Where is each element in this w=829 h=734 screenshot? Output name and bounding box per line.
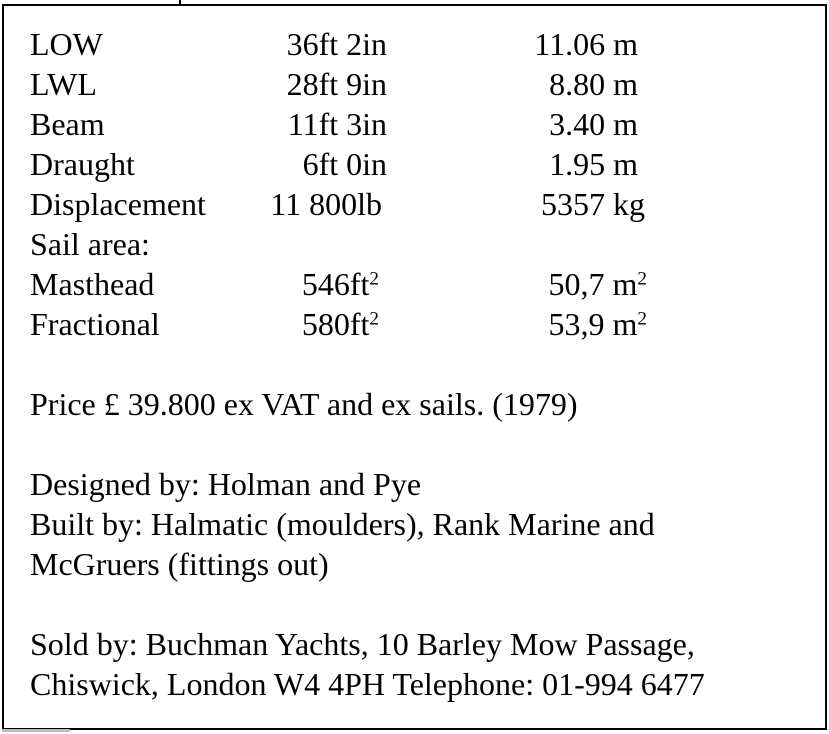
- spec-row-low: [4, 24, 825, 64]
- spec-imperial-value: 6ft 0in: [302, 146, 387, 182]
- spec-label: LOW: [30, 26, 103, 62]
- designed-by-line: Designed by: Holman and Pye: [30, 466, 422, 502]
- spec-imperial-value: $546ft^2$: [301, 266, 379, 302]
- spec-row-fractional: [4, 304, 825, 344]
- spec-label: Fractional: [30, 306, 160, 342]
- spec-label: Beam: [30, 106, 105, 142]
- spec-metric-value: 53,9 $m^2$: [548, 306, 647, 342]
- sold-by-address-line: Chiswick, London W4 4PH Telephone: 01-994 6477: [30, 666, 705, 702]
- yacht-spec-box: [2, 4, 827, 730]
- spec-imperial-value: $580ft^2$: [301, 306, 379, 342]
- spec-label: Sail area:: [30, 226, 150, 262]
- spec-row-draught: [4, 144, 825, 184]
- sold-by-line: Sold by: Buchman Yachts, 10 Barley Mow Passage,: [30, 626, 695, 662]
- superscript: 2: [637, 268, 647, 290]
- spec-label: LWL: [30, 66, 97, 102]
- superscript: 2: [369, 308, 379, 330]
- spec-imperial-value: 28ft 9in: [286, 66, 387, 102]
- spec-metric-value: 8.80 m: [549, 66, 638, 102]
- spec-metric-value: 11.06 m: [534, 26, 638, 62]
- spec-metric-value: 5357 kg: [541, 186, 645, 222]
- spec-metric-value: 50,7 $m^2$: [548, 266, 647, 302]
- price-line: Price £ 39.800 ex VAT and ex sails. (1979): [30, 386, 578, 422]
- scan-edge-fragment: [2, 729, 70, 732]
- spec-imperial-value: 11 800lb: [270, 186, 382, 222]
- spec-row-sail-area: [4, 224, 825, 264]
- spec-label: Masthead: [30, 266, 155, 302]
- built-by-line: Built by: Halmatic (moulders), Rank Marine and: [30, 506, 655, 542]
- spec-label: Displacement: [30, 186, 206, 222]
- superscript: 2: [637, 308, 647, 330]
- spec-row-lwl: [4, 64, 825, 104]
- built-by-line-continued: McGruers (fittings out): [30, 546, 329, 582]
- superscript: 2: [369, 268, 379, 290]
- spec-row-beam: [4, 104, 825, 144]
- spec-metric-value: 3.40 m: [549, 106, 638, 142]
- spec-imperial-value: 36ft 2in: [286, 26, 387, 62]
- spec-row-masthead: [4, 264, 825, 304]
- spec-imperial-value: 11ft 3in: [287, 106, 387, 142]
- spec-row-displacement: [4, 184, 825, 224]
- spec-metric-value: 1.95 m: [549, 146, 638, 182]
- spec-label: Draught: [30, 146, 135, 182]
